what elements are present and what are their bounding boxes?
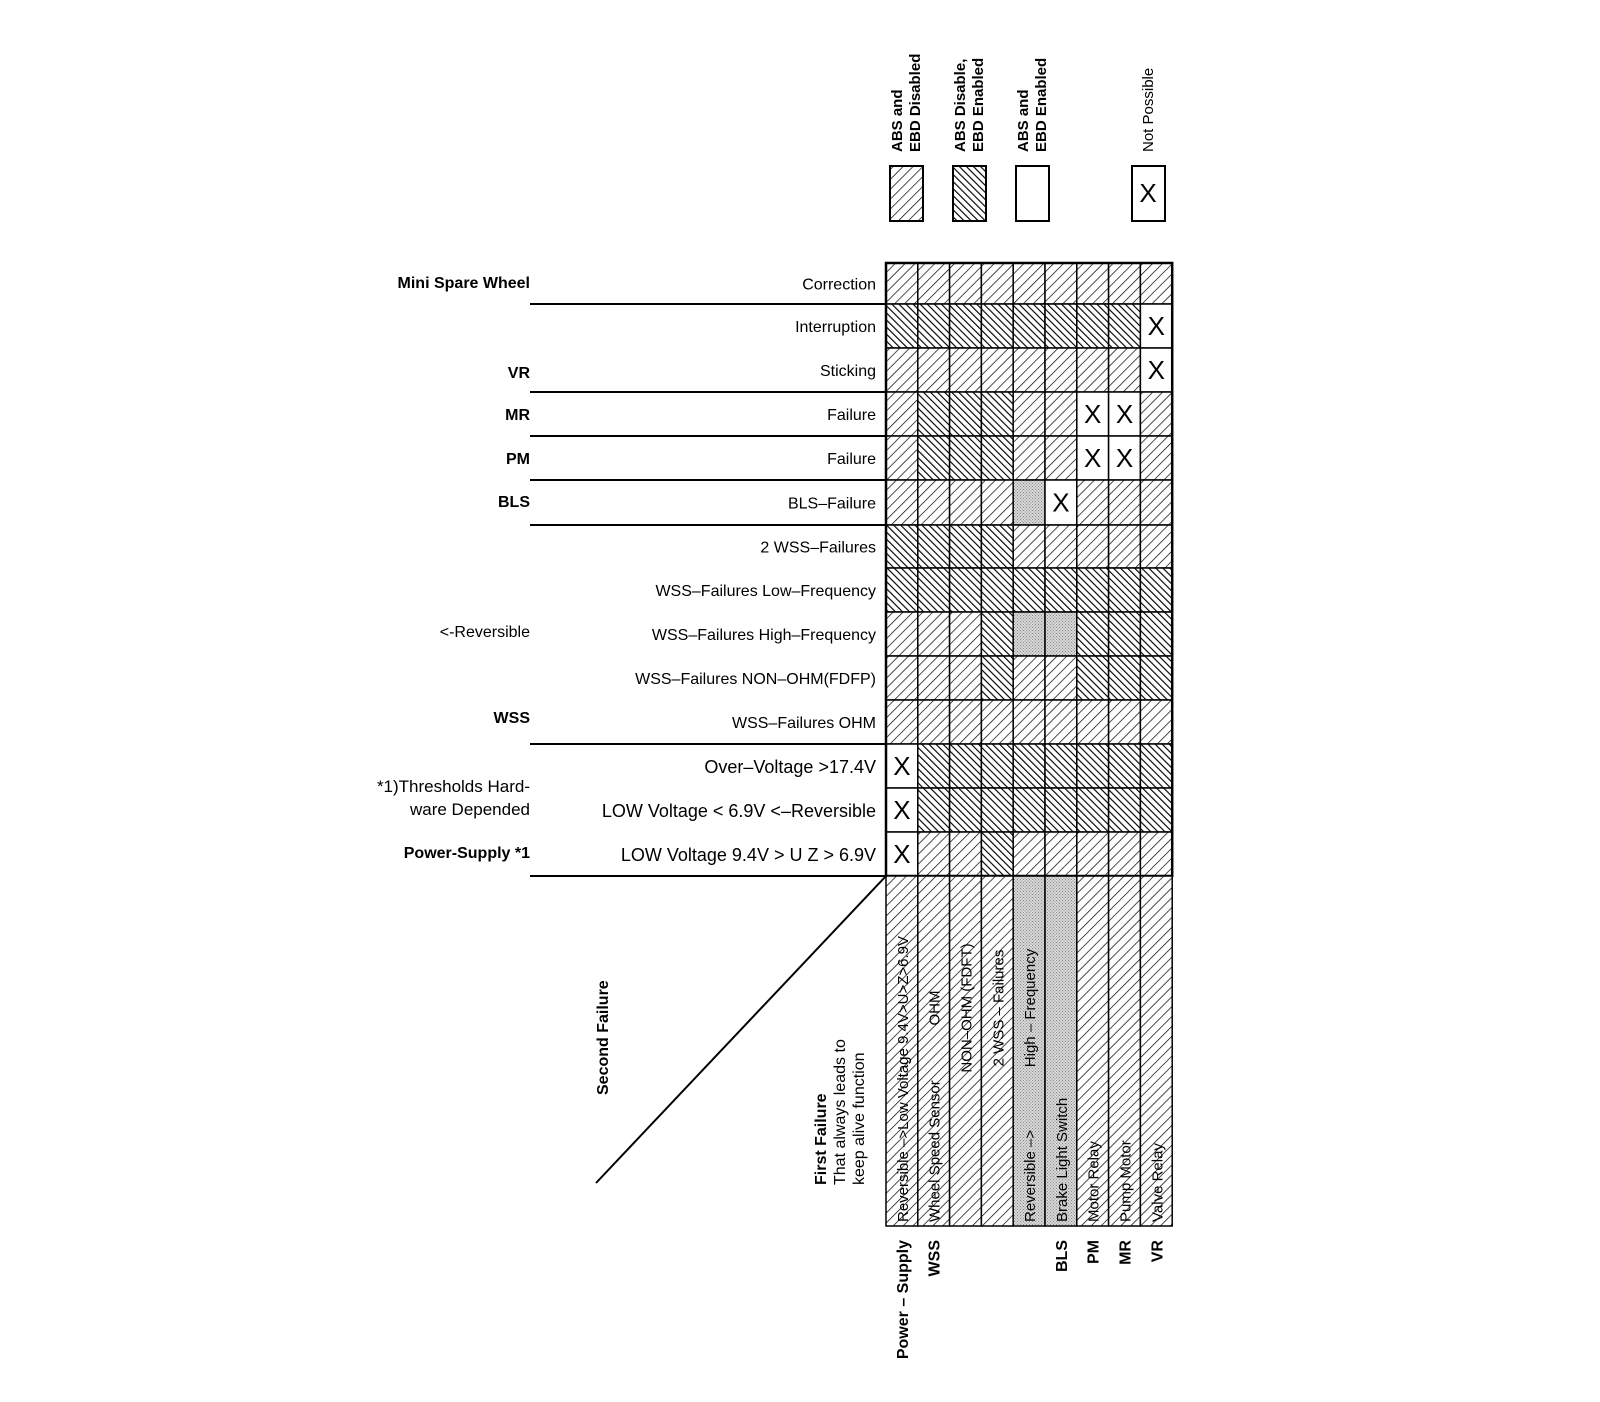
not-possible-mark: X: [1052, 487, 1070, 518]
matrix-cell: [950, 788, 982, 832]
matrix-cell: [1013, 568, 1045, 612]
matrix-cell: [1077, 568, 1109, 612]
matrix-cell: [1045, 348, 1077, 392]
matrix-cell: [918, 700, 950, 744]
matrix-cell: [981, 348, 1013, 392]
group-label-vr: VR: [507, 365, 530, 382]
matrix-cell: [981, 480, 1013, 525]
not-possible-mark: X: [893, 751, 911, 781]
matrix-cell: [886, 348, 918, 392]
matrix-cell: [981, 832, 1013, 876]
matrix-cell: [1109, 612, 1141, 656]
matrix-cell: [918, 304, 950, 348]
matrix-cell: [1045, 700, 1077, 744]
row-label: WSS–Failures Low–Frequency: [655, 583, 876, 600]
matrix-cell: [1109, 348, 1141, 392]
matrix-cell: [886, 436, 918, 480]
group-label-reversible: <-Reversible: [439, 624, 530, 641]
matrix-cell: [1045, 612, 1077, 656]
bottom-label: VR: [1149, 1240, 1167, 1263]
first-failure-label: [813, 1035, 868, 1185]
matrix-cell: [981, 788, 1013, 832]
row-label: Over–Voltage >17.4V: [704, 757, 876, 777]
matrix-cell: [1045, 832, 1077, 876]
first-failure-title: First Failure: [813, 1093, 830, 1185]
not-possible-mark: X: [893, 839, 911, 869]
matrix-cell: [1077, 480, 1109, 525]
column-label-lower: Wheel Speed Sensor: [926, 1080, 944, 1222]
matrix-cell: [886, 525, 918, 568]
matrix-cell: [1077, 788, 1109, 832]
group-label-mr: MR: [505, 407, 530, 424]
matrix-cell: [1140, 832, 1172, 876]
matrix-cell: [886, 568, 918, 612]
row-label: 2 WSS–Failures: [760, 539, 876, 557]
matrix-cell: [1077, 304, 1109, 348]
matrix-cell: [886, 612, 918, 656]
column-label-upper: High – Frequency: [1022, 948, 1040, 1068]
matrix-cell: [981, 700, 1013, 744]
matrix-cell: [1013, 656, 1045, 700]
matrix-cell: [1109, 656, 1141, 700]
matrix-cell: [950, 568, 982, 612]
matrix-cell: [950, 263, 982, 304]
bottom-label: MR: [1117, 1240, 1135, 1265]
matrix-cell: [1140, 656, 1172, 700]
matrix-cell: [981, 744, 1013, 788]
not-possible-mark: X: [1084, 399, 1102, 429]
matrix-cell: [1013, 436, 1045, 480]
row-label: BLS–Failure: [787, 495, 876, 513]
matrix-cell: [1013, 392, 1045, 436]
matrix-cell: [918, 525, 950, 568]
matrix-cell: [1013, 263, 1045, 304]
column-label-upper: Reversible –>Low Voltage 9.4V>U>Z>6.9V: [894, 935, 912, 1222]
matrix-cell: [981, 525, 1013, 568]
matrix-cell: [918, 612, 950, 656]
group-label-thresholds-2: ware Depended: [409, 800, 530, 819]
matrix-cell: [1140, 392, 1172, 436]
matrix-cell: [1013, 348, 1045, 392]
matrix-cell: [1109, 700, 1141, 744]
column-label-lower: Reversible –>: [1022, 1129, 1040, 1222]
matrix-cell: [1013, 480, 1045, 525]
matrix-cell: [1045, 525, 1077, 568]
column-label-lower: Pump Motor: [1117, 1140, 1135, 1222]
matrix-cell: [1109, 744, 1141, 788]
matrix-cell: [1045, 263, 1077, 304]
legend-label-not-possible: Not Possible: [1140, 67, 1157, 152]
matrix-cell: [1140, 436, 1172, 480]
legend: [889, 54, 1165, 221]
matrix-cell: [950, 612, 982, 656]
matrix-cell: [1013, 525, 1045, 568]
matrix-cell: [918, 568, 950, 612]
row-label: WSS–Failures High–Frequency: [651, 627, 876, 644]
matrix-cell: [1077, 832, 1109, 876]
row-label: WSS–Failures NON–OHM(FDFP): [635, 671, 876, 688]
row-label: WSS–Failures OHM: [731, 715, 876, 732]
matrix-cell: [1013, 612, 1045, 656]
not-possible-mark: X: [1147, 355, 1165, 385]
legend-x-mark: X: [1139, 178, 1157, 208]
column-label-lower: Brake Light Switch: [1053, 1097, 1071, 1222]
matrix-cell: [950, 480, 982, 525]
legend-label-abs-ebd-enabled: ABS and EBD Enabled: [1015, 57, 1050, 152]
matrix-cell: [950, 700, 982, 744]
matrix-cell: [918, 436, 950, 480]
row-label: Correction: [802, 276, 876, 294]
matrix-cell: [1013, 700, 1045, 744]
column-label-lower: Valve Relay: [1149, 1143, 1167, 1222]
matrix-cell: [918, 656, 950, 700]
matrix-cell: [981, 263, 1013, 304]
group-label-pm: PM: [506, 451, 530, 468]
matrix-cell: [950, 392, 982, 436]
not-possible-mark: X: [1115, 443, 1134, 473]
matrix-cell: [1045, 436, 1077, 480]
matrix-cell: [950, 348, 982, 392]
matrix-cell: [1109, 263, 1141, 304]
matrix-cell: [886, 656, 918, 700]
row-label: Interruption: [795, 319, 876, 336]
group-label-bls: BLS: [498, 494, 530, 511]
not-possible-mark: X: [893, 795, 911, 825]
matrix-cell: [918, 788, 950, 832]
legend-swatch-abs-ebd-disabled: [890, 166, 923, 221]
failure-matrix-grid: [886, 263, 1172, 876]
matrix-cell: [1077, 348, 1109, 392]
matrix-cell: [1140, 263, 1172, 304]
matrix-cell: [1013, 744, 1045, 788]
matrix-cell: [950, 744, 982, 788]
matrix-cell: [1140, 700, 1172, 744]
first-failure-line3: keep alive function: [851, 1052, 868, 1185]
matrix-cell: [1013, 788, 1045, 832]
not-possible-mark: X: [1084, 443, 1102, 473]
matrix-cell: [981, 392, 1013, 436]
matrix-cell: [918, 392, 950, 436]
column-label-lower: Motor Relay: [1085, 1141, 1103, 1222]
matrix-cell: [1140, 525, 1172, 568]
column-label-upper: NON–OHM (FDFT): [958, 943, 976, 1073]
matrix-cell: [1013, 832, 1045, 876]
matrix-cell: [886, 304, 918, 348]
matrix-cell: [1045, 304, 1077, 348]
column-label-upper: 2 WSS – Failures: [990, 949, 1008, 1067]
matrix-cell: [950, 656, 982, 700]
group-labels: [377, 275, 531, 862]
row-label: Failure: [827, 451, 876, 468]
bottom-label: Power – Supply: [894, 1240, 912, 1360]
matrix-cell: [918, 263, 950, 304]
matrix-cell: [1140, 480, 1172, 525]
matrix-cell: [886, 392, 918, 436]
legend-label-abs-disabled-ebd-enabled: ABS Disable, EBD Enabled: [952, 57, 987, 152]
bottom-label: BLS: [1053, 1240, 1071, 1272]
matrix-cell: [1109, 480, 1141, 525]
matrix-cell: [981, 568, 1013, 612]
matrix-cell: [1077, 263, 1109, 304]
second-failure-row-labels: [602, 277, 876, 866]
row-label: Sticking: [819, 363, 876, 380]
legend-label-abs-ebd-disabled: ABS and EBD Disabled: [889, 53, 924, 152]
matrix-cell: [1077, 656, 1109, 700]
matrix-cell: [918, 832, 950, 876]
matrix-cell: [1109, 304, 1141, 348]
matrix-cell: [1140, 788, 1172, 832]
matrix-cell: [918, 480, 950, 525]
matrix-cell: [981, 304, 1013, 348]
matrix-cell: [1045, 392, 1077, 436]
matrix-cell: [950, 304, 982, 348]
group-label-power-supply: Power-Supply *1: [403, 845, 530, 862]
matrix-cell: [1045, 656, 1077, 700]
matrix-cell: [950, 832, 982, 876]
matrix-cell: [981, 612, 1013, 656]
row-label: LOW Voltage 9.4V > U Z > 6.9V: [620, 845, 876, 865]
matrix-cell: [1045, 568, 1077, 612]
matrix-cell: [886, 700, 918, 744]
row-label: LOW Voltage < 6.9V <–Reversible: [601, 801, 876, 821]
group-label-wss: WSS: [493, 710, 530, 727]
matrix-cell: [1077, 700, 1109, 744]
matrix-cell: [1077, 525, 1109, 568]
matrix-cell: [1045, 788, 1077, 832]
first-failure-column-bands: [886, 876, 1172, 1226]
matrix-cell: [1109, 788, 1141, 832]
group-label-mini-spare-wheel: Mini Spare Wheel: [397, 275, 530, 292]
matrix-cell: [950, 525, 982, 568]
first-failure-bottom-labels: [895, 1240, 1166, 1360]
matrix-cell: [1140, 612, 1172, 656]
matrix-cell: [1140, 744, 1172, 788]
matrix-cell: [886, 263, 918, 304]
matrix-cell: [886, 480, 918, 525]
matrix-cell: [1109, 525, 1141, 568]
bottom-label: WSS: [926, 1240, 944, 1277]
matrix-cell: [918, 348, 950, 392]
matrix-cell: [981, 436, 1013, 480]
bottom-label: PM: [1085, 1240, 1103, 1264]
matrix-cell: [1109, 568, 1141, 612]
matrix-cell: [1045, 744, 1077, 788]
matrix-cell: [1109, 832, 1141, 876]
matrix-cell: [1077, 744, 1109, 788]
not-possible-mark: X: [1147, 311, 1165, 341]
legend-swatch-abs-disabled-ebd-enabled: [953, 166, 986, 221]
column-label-upper: OHM: [926, 990, 944, 1026]
matrix-cell: [981, 656, 1013, 700]
matrix-cell: [918, 744, 950, 788]
matrix-cell: [1077, 612, 1109, 656]
matrix-cell: [1140, 568, 1172, 612]
legend-swatch-abs-ebd-enabled: [1016, 166, 1049, 221]
not-possible-mark: X: [1115, 399, 1134, 429]
matrix-cell: [1013, 304, 1045, 348]
second-failure-label: Second Failure: [595, 980, 612, 1095]
first-failure-line2: That always leads to: [832, 1039, 849, 1185]
row-label: Failure: [827, 407, 876, 424]
group-label-thresholds-1: *1)Thresholds Hard-: [376, 777, 530, 796]
matrix-cell: [950, 436, 982, 480]
